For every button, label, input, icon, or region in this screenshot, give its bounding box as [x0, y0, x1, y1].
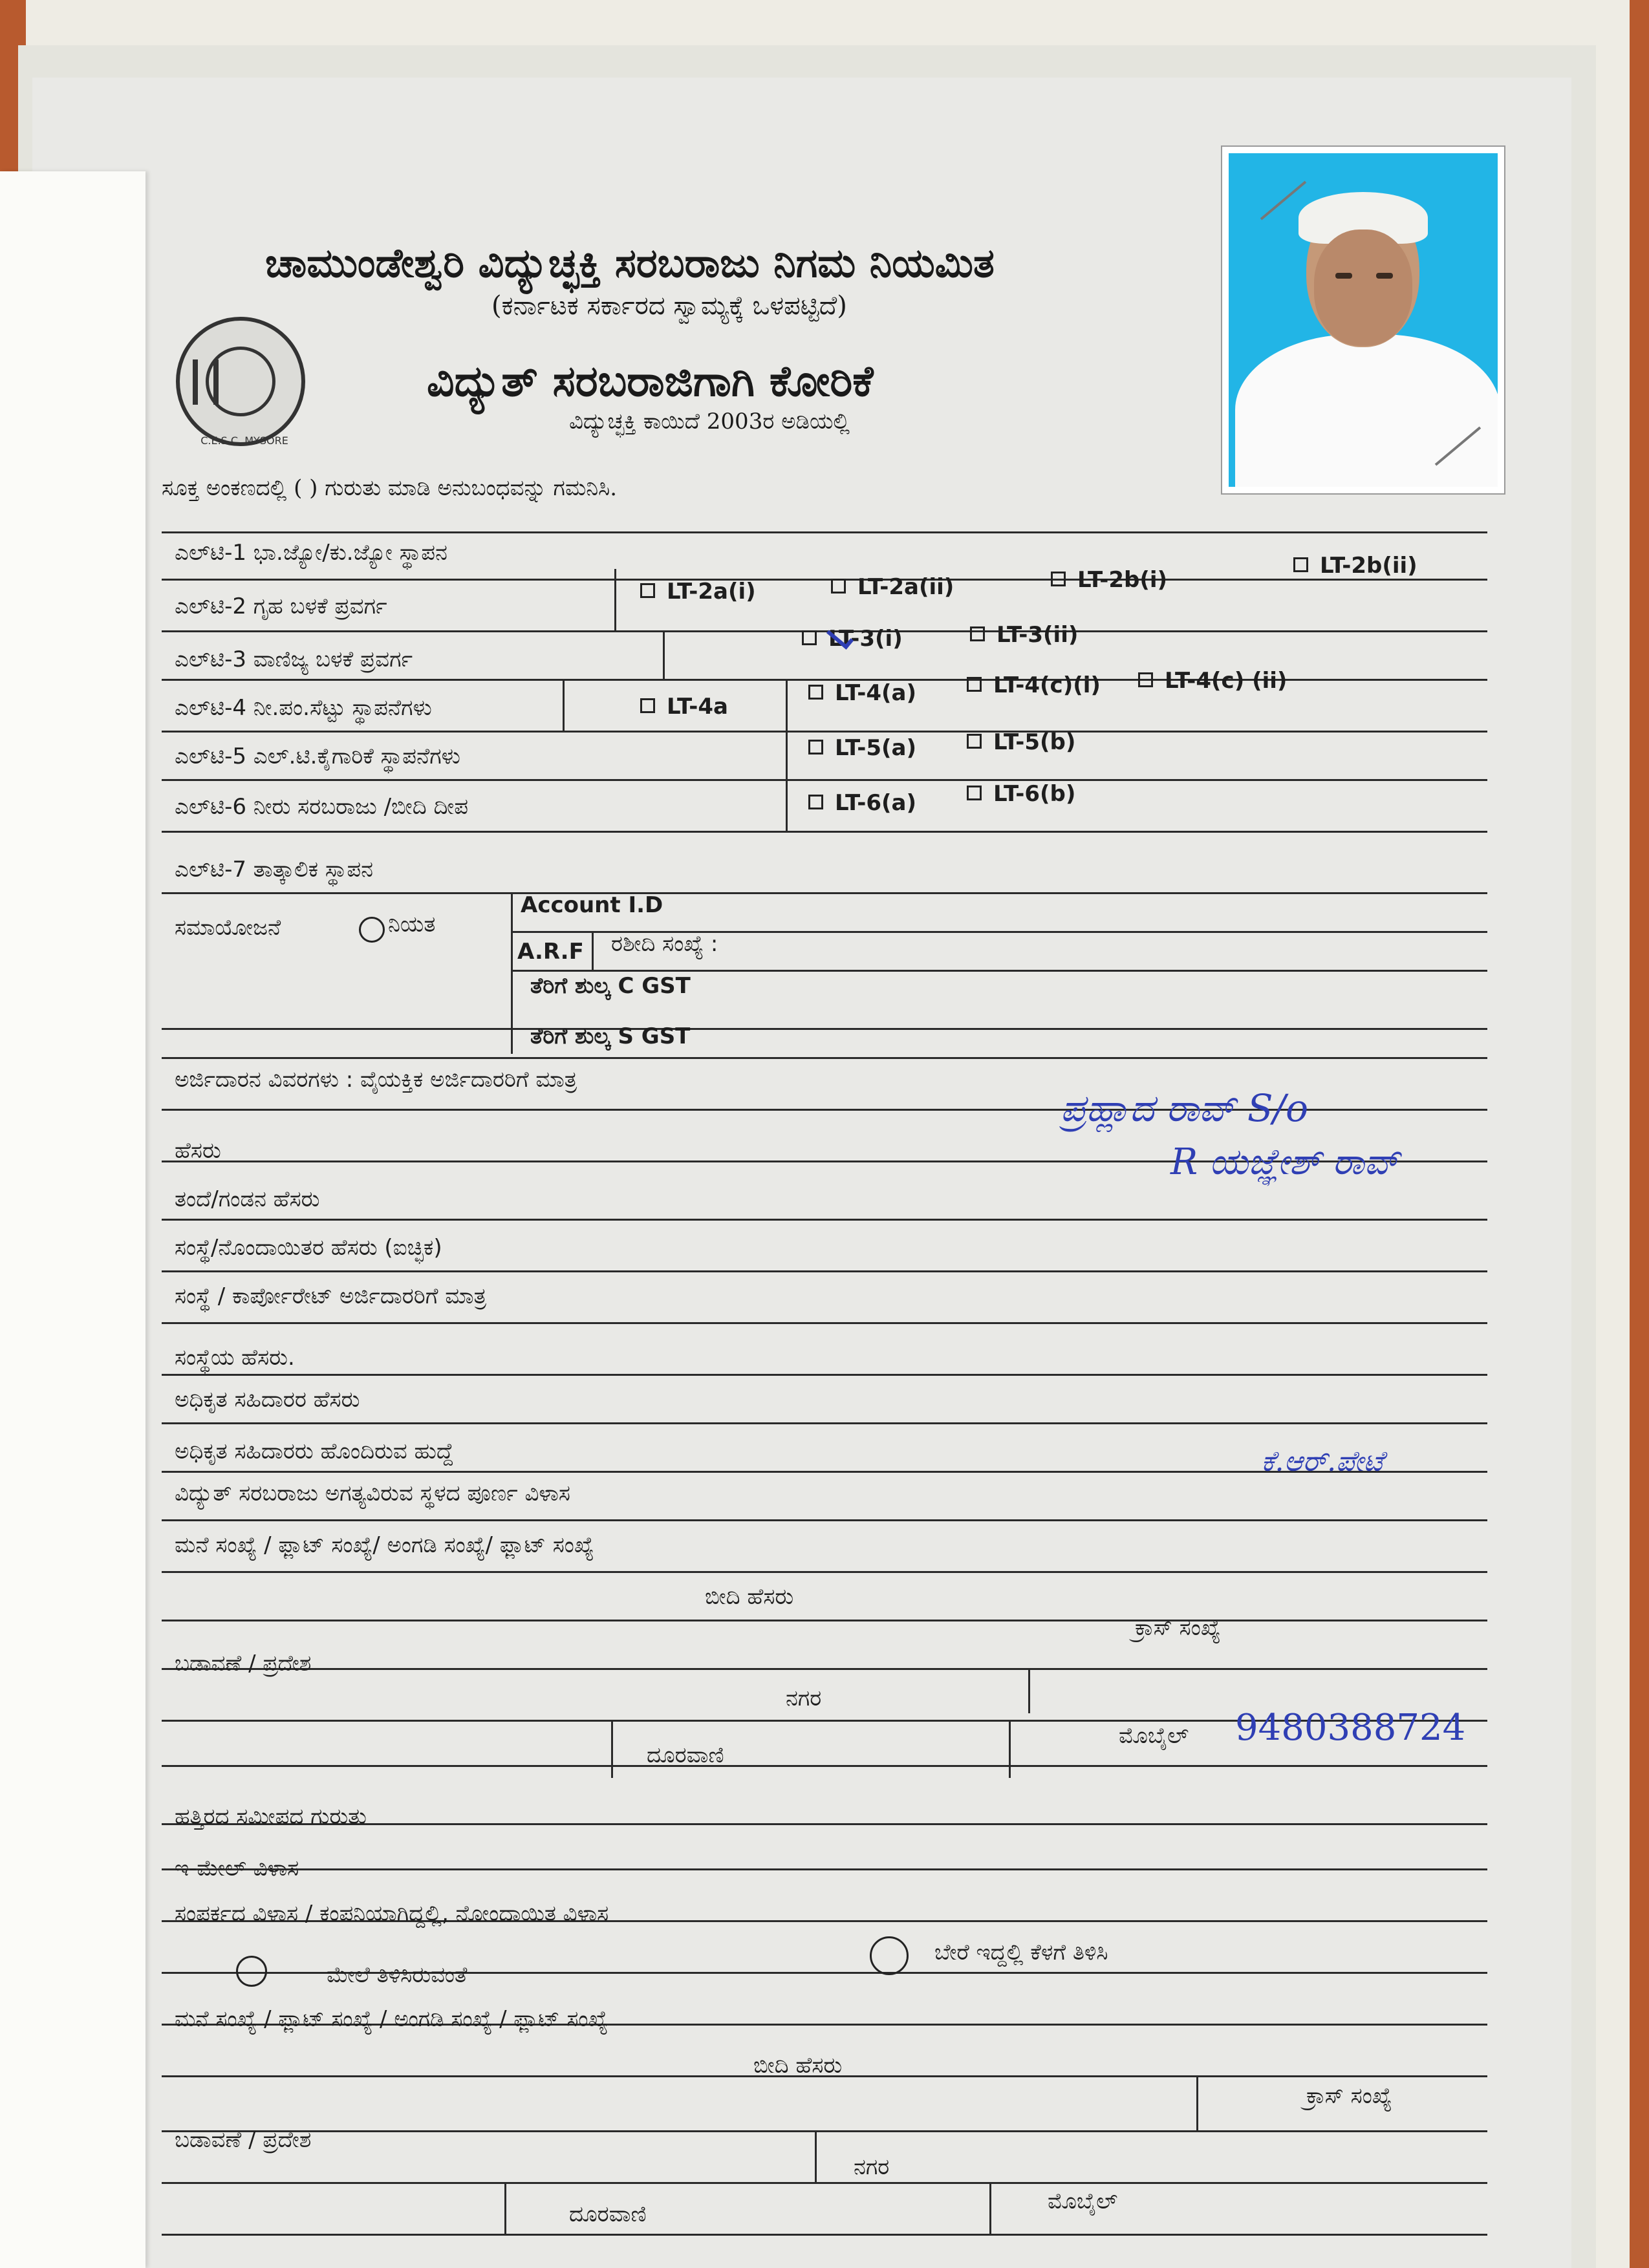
applicant-section-title: ಅರ್ಜಿದಾರನ ವಿವರಗಳು : ವೈಯಕ್ತಿಕ ಅರ್ಜಿದಾರರಿಗೆ ಮಾತ್ರ — [175, 1067, 577, 1093]
account-id-label: Account I.D — [521, 892, 663, 918]
org-name-label: ಸಂಸ್ಥೆಯ ಹೆಸರು. — [175, 1345, 295, 1371]
option-lt4cii[interactable]: LT-4(c) (ii) — [1138, 668, 1287, 694]
company-subtitle: (ಕರ್ನಾಟಕ ಸರ್ಕಾರದ ಸ್ವಾಮ್ಯಕ್ಕೆ ಒಳಪಟ್ಟಿದೆ) — [491, 291, 847, 321]
supply-street-label: ಬೀದಿ ಹೆಸರು — [705, 1584, 794, 1610]
regular-radio[interactable] — [359, 917, 385, 943]
category-lt2: ಎಲ್‌ಟಿ-2 ಗೃಹ ಬಳಕೆ ಪ್ರವರ್ಗ — [175, 594, 387, 619]
account-type-label: ಸಮಾಯೋಜನೆ — [175, 915, 281, 941]
comm-address-heading: ಸಂಪರ್ಕದ ವಿಳಾಸ / ಕಂಪನಿಯಾಗಿದ್ದಲ್ಲಿ, ನೋಂದಾಯಿತ ವಿಳಾಸ — [175, 1901, 609, 1927]
option-lt3i[interactable]: LT-3(i) — [802, 626, 903, 652]
sgst-label: ತೆರಿಗೆ ಶುಲ್ಕ S GST — [530, 1023, 691, 1049]
receipt-no-label: ರಶೀದಿ ಸಂಖ್ಯೆ : — [611, 931, 718, 957]
option-lt5b[interactable]: LT-5(b) — [967, 729, 1075, 755]
other-address-radio[interactable] — [870, 1936, 909, 1975]
applicant-name-label: ಹೆಸರು — [175, 1138, 221, 1164]
regular-label: ನಿಯತ — [388, 912, 436, 937]
option-lt4a[interactable]: LT-4a — [640, 694, 728, 720]
option-lt4ci[interactable]: LT-4(c)(i) — [967, 672, 1101, 698]
act-line: ವಿದ್ಯುಚ್ಛಕ್ತಿ ಕಾಯಿದೆ 2003ರ ಅಡಿಯಲ್ಲಿ — [569, 409, 850, 434]
supply-mobile-label: ಮೊಬೈಲ್ — [1119, 1723, 1189, 1749]
cgst-label: ತೆರಿಗೆ ಶುಲ್ಕ C GST — [530, 973, 691, 999]
option-lt5a[interactable]: LT-5(a) — [808, 735, 916, 761]
comm-house-label: ಮನೆ ಸಂಖ್ಯೆ / ಫ್ಲಾಟ್ ಸಂಖ್ಯೆ / ಅಂಗಡಿ ಸಂಖ್ಯೆ / ಫ್ಲಾಟ್ ಸಂಖ್ಯೆ — [175, 2006, 609, 2032]
category-lt7: ಎಲ್‌ಟಿ-7 ತಾತ್ಕಾಲಿಕ ಸ್ಥಾಪನ — [175, 857, 374, 883]
category-lt4: ಎಲ್‌ಟಿ-4 ನೀ.ಪಂ.ಸೆಟ್ಟು ಸ್ಥಾಪನೆಗಳು — [175, 695, 432, 721]
supply-mobile-value: 9480388724 — [1235, 1707, 1466, 1749]
other-address-label: ಬೇರೆ ಇದ್ದಲ್ಲಿ ಕೆಳಗೆ ತಿಳಿಸಿ — [934, 1940, 1108, 1965]
cesc-logo — [176, 317, 305, 446]
checkbox-icon — [640, 583, 655, 598]
folded-paper-strip — [0, 171, 146, 2268]
supply-email-label: ಇ-ಮೇಲ್ ವಿಳಾಸ — [175, 1856, 299, 1881]
checkbox-icon — [967, 734, 982, 749]
option-lt3ii[interactable]: LT-3(ii) — [970, 622, 1078, 648]
signatory-post-label: ಅಧಿಕೃತ ಸಹಿದಾರರು ಹೊಂದಿರುವ ಹುದ್ದೆ — [175, 1439, 454, 1464]
checkbox-icon — [808, 685, 823, 700]
logo-caption: C.E.S.C. MYSORE — [200, 434, 288, 447]
category-lt5: ಎಲ್‌ಟಿ-5 ಎಲ್.ಟಿ.ಕೈಗಾರಿಕೆ ಸ್ಥಾಪನೆಗಳು — [175, 744, 460, 769]
checkbox-icon — [808, 795, 823, 809]
checkbox-icon — [802, 630, 817, 645]
option-lt2aii[interactable]: LT-2a(ii) — [831, 574, 954, 600]
checkbox-icon — [1051, 572, 1066, 586]
comm-mobile-label: ಮೊಬೈಲ್ — [1048, 2188, 1118, 2214]
arf-label: A.R.F — [517, 939, 584, 965]
applicant-photo — [1221, 145, 1505, 495]
checkbox-icon — [1293, 557, 1308, 572]
option-lt2bi[interactable]: LT-2b(i) — [1051, 567, 1167, 593]
comm-area-label: ಬಡಾವಣೆ / ಪ್ರದೇಶ — [175, 2127, 312, 2153]
signatory-name-label: ಅಧಿಕೃತ ಸಹಿದಾರರ ಹೆಸರು — [175, 1387, 360, 1413]
comm-phone-label: ದೂರವಾಣಿ — [569, 2201, 647, 2227]
corporate-section-title: ಸಂಸ್ಥೆ / ಕಾರ್ಪೋರೇಟ್ ಅರ್ಜಿದಾರರಿಗೆ ಮಾತ್ರ — [175, 1283, 487, 1309]
comm-cross-label: ಕ್ರಾಸ್ ಸಂಖ್ಯೆ — [1306, 2083, 1392, 2109]
option-lt6a[interactable]: LT-6(a) — [808, 790, 916, 816]
option-lt6b[interactable]: LT-6(b) — [967, 781, 1075, 807]
checkbox-icon — [967, 786, 982, 800]
option-lt2ai[interactable]: LT-2a(i) — [640, 579, 756, 604]
checkbox-icon — [640, 698, 655, 713]
checkbox-icon — [808, 740, 823, 754]
supply-area-label: ಬಡಾವಣೆ / ಪ್ರದೇಶ — [175, 1651, 312, 1676]
same-above-radio[interactable] — [236, 1956, 267, 1987]
same-above-label: ಮೇಲೆ ತಿಳಿಸಿರುವಂತೆ — [327, 1962, 468, 1988]
checkbox-icon — [970, 626, 985, 641]
supply-city-label: ನಗರ — [786, 1685, 822, 1711]
handwritten-father-name: R ಯಜ್ಞೇಶ್ ರಾವ್ — [1170, 1141, 1399, 1183]
father-name-label: ತಂದೆ/ಗಂಡನ ಹೆಸರು — [175, 1186, 320, 1212]
handwritten-place: ಕೆ.ಆರ್.ಪೇಟೆ — [1261, 1445, 1384, 1478]
checkbox-icon — [967, 677, 982, 692]
category-lt3: ಎಲ್‌ಟಿ-3 ವಾಣಿಜ್ಯ ಬಳಕೆ ಪ್ರವರ್ಗ — [175, 647, 413, 672]
supply-landmark-label: ಹತ್ತಿರದ ಸಮೀಪದ ಗುರುತು — [175, 1804, 367, 1830]
option-lt4-a[interactable]: LT-4(a) — [808, 680, 916, 706]
company-name: ಚಾಮುಂಡೇಶ್ವರಿ ವಿದ್ಯುಚ್ಛಕ್ತಿ ಸರಬರಾಜು ನಿಗಮ ನಿಯಮಿತ — [265, 239, 995, 286]
supply-house-label: ಮನೆ ಸಂಖ್ಯೆ / ಫ್ಲಾಟ್ ಸಂಖ್ಯೆ/ ಅಂಗಡಿ ಸಂಖ್ಯೆ/ ಫ್ಲಾಟ್ ಸಂಖ್ಯೆ — [175, 1532, 594, 1558]
form-title: ವಿದ್ಯುತ್ ಸರಬರಾಜಿಗಾಗಿ ಕೋರಿಕೆ — [427, 356, 874, 406]
supply-address-heading: ವಿದ್ಯುತ್ ಸರಬರಾಜು ಅಗತ್ಯವಿರುವ ಸ್ಥಳದ ಪೂರ್ಣ ವಿಳಾಸ — [175, 1481, 570, 1506]
category-lt1: ಎಲ್‌ಟಿ-1 ಭಾ.ಜ್ಯೋ/ಕು.ಜ್ಯೋ ಸ್ಥಾಪನ — [175, 540, 447, 566]
supply-cross-label: ಕ್ರಾಸ್ ಸಂಖ್ಯೆ — [1135, 1615, 1221, 1641]
option-lt2bii[interactable]: LT-2b(ii) — [1293, 553, 1417, 579]
handwritten-applicant-name: ಪ್ರಹ್ಲಾದ ರಾವ್ S/o — [1061, 1086, 1309, 1130]
comm-city-label: ನಗರ — [854, 2154, 890, 2180]
checkbox-icon — [1138, 672, 1153, 687]
instruction-line: ಸೂಕ್ತ ಅಂಕಣದಲ್ಲಿ ( ) ಗುರುತು ಮಾಡಿ ಅನುಬಂಧವನ್ನು ಗಮನಿಸಿ. — [162, 475, 618, 501]
other-name-label: ಸಂಸ್ಥೆ/ನೊಂದಾಯಿತರ ಹೆಸರು (ಐಚ್ಛಿಕ) — [175, 1235, 442, 1261]
category-lt6: ಎಲ್‌ಟಿ-6 ನೀರು ಸರಬರಾಜು /ಬೀದಿ ದೀಪ — [175, 794, 469, 820]
checkbox-icon — [831, 579, 846, 594]
supply-phone-label: ದೂರವಾಣಿ — [647, 1742, 724, 1768]
comm-street-label: ಬೀದಿ ಹೆಸರು — [753, 2053, 843, 2079]
